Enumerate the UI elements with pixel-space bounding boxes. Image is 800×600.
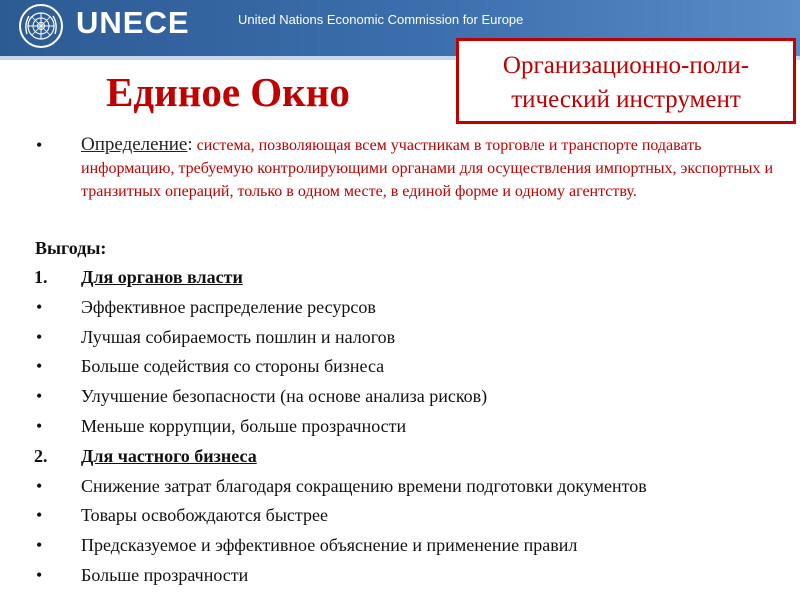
- list-item-text: Предсказуемое и эффективное объяснение и применение правил: [81, 535, 578, 555]
- brand-name: UNECE: [76, 5, 190, 40]
- bullet: •: [36, 327, 43, 347]
- bullet: •: [36, 535, 43, 555]
- group-title: Для органов власти: [81, 267, 243, 287]
- bullet: •: [36, 565, 43, 585]
- list-item-text: Меньше коррупции, больше прозрачности: [81, 416, 407, 436]
- definition-text: [81, 133, 781, 203]
- bullet: •: [36, 356, 43, 376]
- bullet: •: [36, 135, 43, 155]
- bullet: •: [36, 505, 43, 525]
- un-emblem-icon: [19, 4, 63, 48]
- group-number: 2.: [34, 446, 48, 466]
- slide-title: Единое Окно: [106, 69, 350, 115]
- callout-box: [456, 38, 796, 124]
- bullet: •: [36, 297, 43, 317]
- bullet: •: [36, 416, 43, 436]
- list-item-text: Лучшая собираемость пошлин и налогов: [81, 327, 396, 347]
- group-number: 1.: [34, 267, 48, 287]
- list-item-text: Улучшение безопасности (на основе анализа рисков): [81, 386, 488, 406]
- callout-text: Организационно-поли-тический инструмент: [502, 52, 750, 113]
- bullet: •: [36, 476, 43, 496]
- list-item-text: Снижение затрат благодаря сокращению времени подготовки документов: [81, 476, 647, 496]
- bullet: •: [36, 386, 43, 406]
- list-item-text: Товары освобождаются быстрее: [81, 505, 328, 525]
- definition-body: система, позволяющая всем участникам в торговле и транспорте подавать информацию, требуемую контролирующими органами для осуществления импортных, экспортных и транзитных операций, только в одном месте, в единой форме и одному агентству.: [81, 137, 774, 200]
- list-item-text: Эффективное распределение ресурсов: [81, 297, 376, 317]
- list-item-text: Больше содействия со стороны бизнеса: [81, 356, 385, 376]
- list-item-text: Больше прозрачности: [81, 565, 249, 585]
- definition-colon: :: [187, 134, 193, 155]
- benefits-heading: Выгоды:: [35, 238, 107, 258]
- group-title: Для частного бизнеса: [81, 446, 257, 466]
- definition-label: Определение: [81, 134, 188, 155]
- organization-name: United Nations Economic Commission for Europe: [238, 12, 524, 27]
